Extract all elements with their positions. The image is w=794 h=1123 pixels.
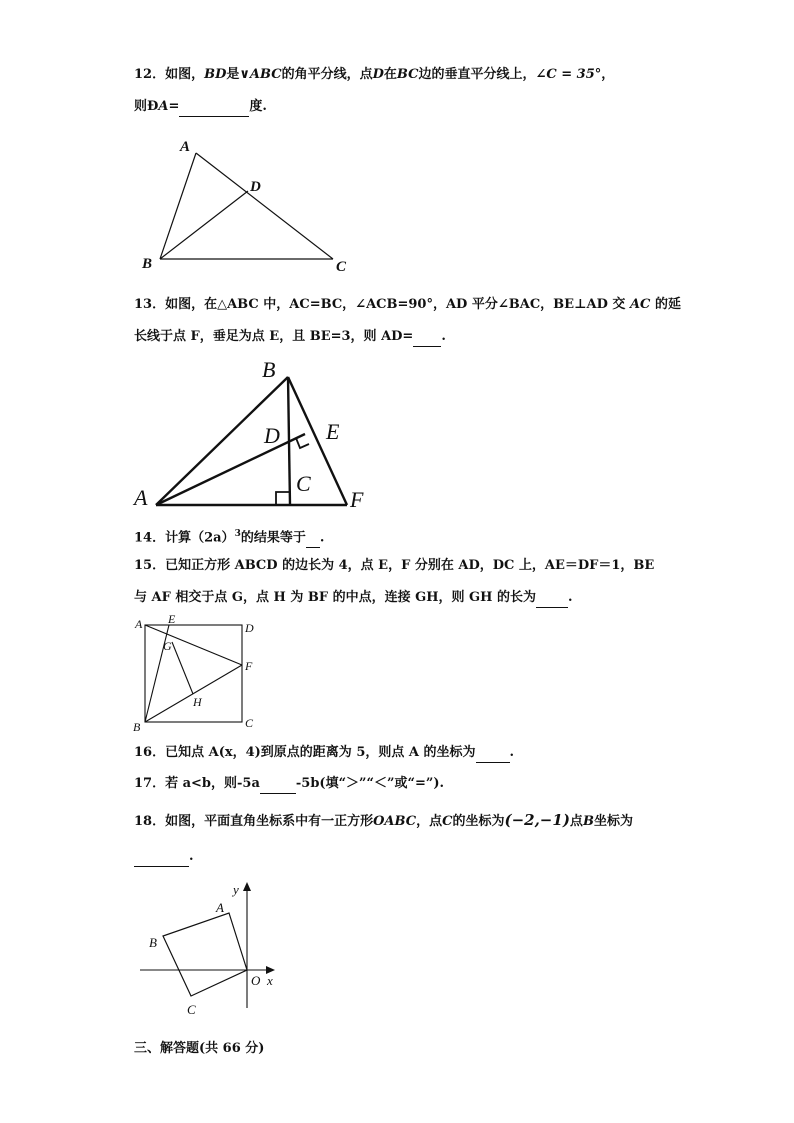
q12-label-C: C [336,259,347,275]
q18-answer-blank[interactable] [134,848,189,867]
q14-exponent: 3 [234,529,241,539]
q12-line2 [134,98,267,117]
q12-text: 在 [383,67,397,82]
q12-text: ， [601,67,615,82]
q13-label-A: A [134,485,148,510]
q18-label-C: C [187,1002,196,1017]
q18-text: 的坐标为 [452,814,505,829]
q12-label-B: B [142,256,153,272]
q13-label-C: C [296,471,311,496]
q12-label-D: D [250,179,261,195]
q15-line1 [134,557,654,575]
q18-text: 坐标为 [593,814,633,829]
q12-answer-blank[interactable] [179,98,249,117]
q15-label-B: B [133,720,141,734]
q17-line [134,775,444,794]
section-title [134,1040,264,1058]
q14-line [134,525,324,548]
q12-label-A: A [180,139,191,155]
q12-math: A [158,99,169,114]
q13-line1 [134,296,681,314]
q12-math: BC [396,67,419,82]
q12-text: 则Ð [134,99,159,114]
q18-label-x: x [267,973,273,988]
q15-square-figure [130,612,270,735]
q18-label-O: O [251,973,261,988]
q18-text: 点 [569,814,583,829]
q13-triangle-figure [130,355,380,515]
q12-text: 12．如图， [134,67,205,82]
q12-math: D [372,67,384,82]
q18-label-A: A [216,900,224,915]
q15-label-F: F [245,659,253,673]
q15-label-H: H [193,695,202,709]
q18-line1 [134,811,633,831]
q17-text: 17．若 a<b，则-5a [134,776,260,791]
q15-line2 [134,589,572,608]
q15-text: . [567,590,573,605]
q13-label-B: B [262,357,276,382]
q18-math: OABC [373,814,417,829]
q12-text: 是 [226,67,240,82]
q18-coordinate-figure [135,880,285,1020]
q13-label-D: D [264,423,280,448]
q12-text: = [168,99,180,114]
q18-text: 18．如图，平面直角坐标系中有一正方形 [134,814,374,829]
q12-text: 度. [249,99,267,114]
q16-text: . [509,745,515,760]
q13-label-F: F [350,487,364,512]
q14-answer-blank[interactable] [306,529,320,548]
q13-text: . [441,329,446,344]
q14-text: . [319,530,325,546]
q15-label-E: E [168,612,176,626]
q15-text: 15．已知正方形 ABCD 的边长为 4，点 E，F 分别在 AD，DC 上，AE＝DF＝1，BE [134,558,655,573]
q13-line2 [134,328,446,347]
q12-text: 边的垂直平分线上， [418,67,536,82]
q18-math: B [582,814,594,829]
section-title-text: 三、解答题(共 66 分) [134,1041,265,1056]
q16-line [134,744,514,763]
q15-label-G: G [163,639,172,653]
q18-text: . [189,849,194,864]
q18-label-y: y [233,882,239,897]
q12-text: 的角平分线，点 [281,67,373,82]
q15-answer-blank[interactable] [536,589,568,608]
q15-label-A: A [135,617,143,631]
q12-math: BD [204,67,227,82]
q18-math: (−2,−1) [504,811,570,829]
q15-label-C: C [245,716,254,730]
q12-math: ∨ABC [239,67,282,82]
q13-math: AC [629,297,651,312]
q13-label-E: E [326,419,340,444]
q18-label-B: B [149,935,157,950]
q18-math: C [442,814,453,829]
q17-text: -5b(填“＞”“＜”或“=”). [295,776,445,791]
q16-answer-blank[interactable] [476,744,510,763]
q15-label-D: D [245,621,254,635]
q12-triangle-figure [140,135,360,275]
q13-answer-blank[interactable] [413,328,441,347]
q13-text: 长线于点 F，垂足为点 E，且 BE=3，则 AD= [134,329,414,344]
q17-answer-blank[interactable] [260,775,296,794]
q14-text: 的结果等于 [240,530,306,546]
q14-text: 14．计算（2a） [134,530,235,546]
q13-text: 13．如图，在△ABC 中，AC=BC，∠ACB=90°，AD 平分∠BAC，BE⊥AD 交 [134,297,626,312]
q15-text: 与 AF 相交于点 G，点 H 为 BF 的中点，连接 GH，则 GH 的长为 [134,590,536,605]
q13-text: 的延 [654,297,681,312]
q18-line2 [134,848,194,867]
q18-text: ，点 [416,814,443,829]
q12-line1 [134,66,614,84]
q16-text: 16．已知点 A(x，4)到原点的距离为 5，则点 A 的坐标为 [134,745,476,760]
q12-math: ∠C = 35° [535,67,602,82]
